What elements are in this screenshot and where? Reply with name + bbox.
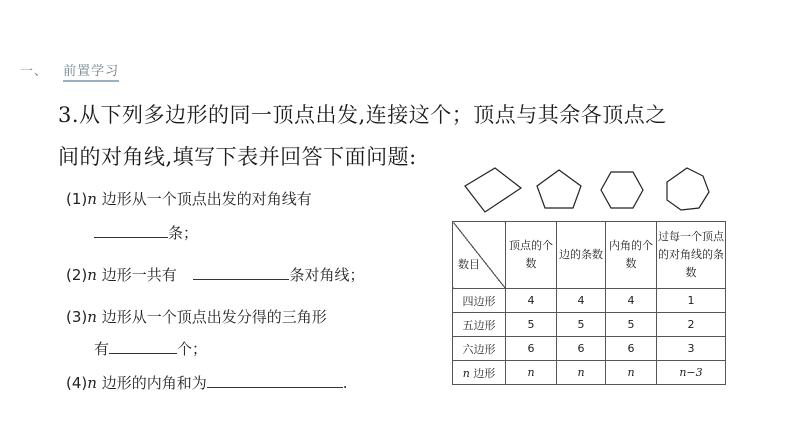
question-line-2: 间的对角线,填写下表并回答下面问题: [58, 145, 417, 169]
header-vertices: 顶点的个数 [506, 222, 557, 289]
q2-suffix: 条对角线； [289, 266, 365, 284]
row-label-text: 边形 [469, 366, 496, 380]
q3-answer-blank[interactable] [109, 339, 177, 354]
corner-label: 数目 [458, 258, 480, 271]
sub-question-3 [66, 306, 327, 327]
table-cell: 6 [606, 337, 657, 361]
table-row [453, 313, 726, 337]
table-cell: n−3 [657, 361, 726, 385]
table-row [453, 289, 726, 313]
table-cell: n [506, 361, 557, 385]
header-sides: 边的条数 [557, 222, 606, 289]
table-cell: 4 [606, 289, 657, 313]
header-interior-angles: 内角的个数 [606, 222, 657, 289]
row-label: 五边形 [453, 313, 506, 337]
row-label-var: n [462, 366, 470, 380]
polygon-figures [455, 162, 715, 222]
table-cell: 6 [557, 337, 606, 361]
table-cell: 2 [657, 313, 726, 337]
heptagon-figure [667, 168, 709, 210]
sub-question-1-cont [94, 222, 198, 243]
q4-suffix: . [342, 374, 348, 392]
table-row [453, 337, 726, 361]
sub-question-4 [66, 372, 347, 393]
header-diagonals: 过每一个顶点的对角线的条数 [657, 222, 726, 289]
row-label: 四边形 [453, 289, 506, 313]
q1-answer-blank[interactable] [94, 223, 168, 238]
q2-var: n [87, 266, 97, 284]
section-header [20, 60, 119, 82]
row-label [453, 361, 506, 385]
q3-prefix: (3) [66, 308, 88, 326]
table-cell: 5 [506, 313, 557, 337]
table-cell: 3 [657, 337, 726, 361]
q4-answer-blank[interactable] [207, 373, 343, 388]
q1-prefix: (1) [66, 190, 88, 208]
table-cell: n [606, 361, 657, 385]
q1-var: n [87, 190, 97, 208]
q4-var: n [87, 374, 97, 392]
table-cell: 5 [557, 313, 606, 337]
polygon-table [452, 221, 726, 385]
sub-question-1 [66, 188, 312, 209]
q4-text: 边形的内角和为 [96, 374, 207, 392]
q4-prefix: (4) [66, 374, 88, 392]
section-title: 前置学习 [63, 60, 119, 82]
row-label: 六边形 [453, 337, 506, 361]
q2-prefix: (2) [66, 266, 88, 284]
corner-cell [453, 222, 506, 289]
pentagon-figure [537, 170, 581, 208]
table-cell: 4 [506, 289, 557, 313]
table-cell: n [557, 361, 606, 385]
table-row [453, 361, 726, 385]
table-cell: 1 [657, 289, 726, 313]
section-number: 一、 [20, 64, 49, 79]
q3-line2-start: 有 [94, 340, 110, 358]
quadrilateral-figure [465, 168, 521, 212]
question-line-1: 3.从下列多边形的同一顶点出发,连接这个；顶点与其余各顶点之 [58, 103, 667, 127]
q1-text: 边形从一个顶点出发的对角线有 [96, 190, 312, 208]
q2-text: 边形一共有 [96, 266, 177, 284]
q2-answer-blank[interactable] [193, 265, 289, 280]
sub-question-3-cont [94, 338, 207, 359]
q1-suffix: 条； [168, 224, 199, 242]
hexagon-figure [601, 172, 643, 208]
table-cell: 5 [606, 313, 657, 337]
table-cell: 4 [557, 289, 606, 313]
table-header-row [453, 222, 726, 289]
sub-question-2 [66, 264, 365, 285]
q3-text: 边形从一个顶点出发分得的三角形 [96, 308, 327, 326]
q3-var: n [87, 308, 97, 326]
table-cell: 6 [506, 337, 557, 361]
q3-suffix: 个； [177, 340, 208, 358]
